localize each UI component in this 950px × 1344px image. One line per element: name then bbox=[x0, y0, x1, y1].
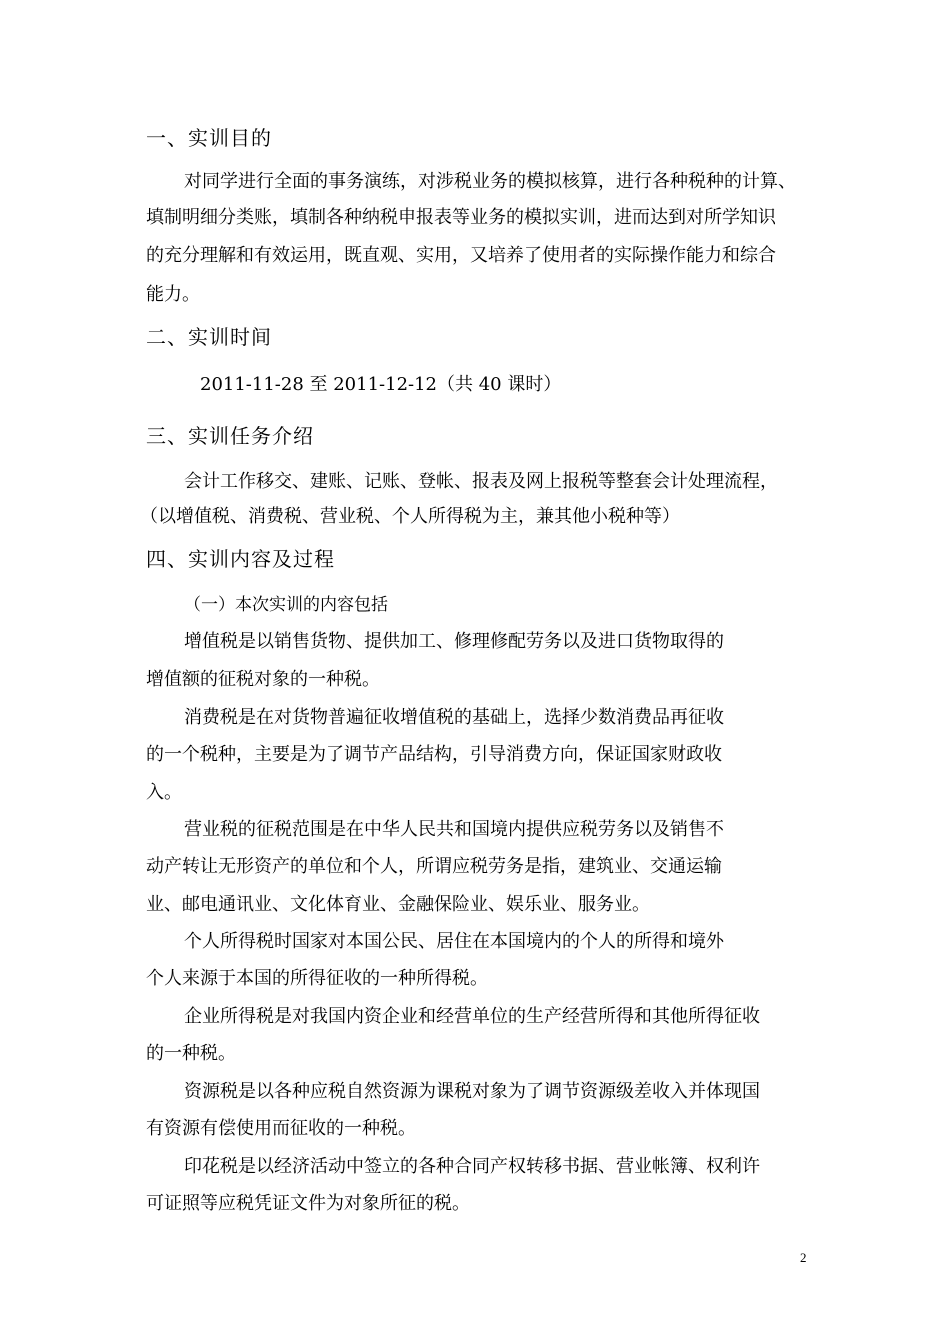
page-number: 2 bbox=[800, 1250, 807, 1265]
paragraph-line: 业、邮电通讯业、文化体育业、金融保险业、娱乐业、服务业。 bbox=[146, 894, 650, 915]
paragraph-line: 对同学进行全面的事务演练，对涉税业务的模拟核算，进行各种税种的计算、 bbox=[184, 171, 796, 192]
section-heading-1: 一、实训目的 bbox=[146, 126, 272, 150]
section-heading-4: 四、实训内容及过程 bbox=[146, 547, 335, 571]
paragraph-line: 动产转让无形资产的单位和个人，所谓应税劳务是指，建筑业、交通运输 bbox=[146, 856, 722, 877]
paragraph-line: 可证照等应税凭证文件为对象所征的税。 bbox=[146, 1193, 470, 1214]
training-time: 2011-11-28 至 2011-12-12（共 40 课时） bbox=[200, 374, 562, 395]
paragraph-line: 的充分理解和有效运用，既直观、实用，又培养了使用者的实际操作能力和综合 bbox=[146, 245, 776, 266]
section-heading-3: 三、实训任务介绍 bbox=[146, 424, 314, 448]
paragraph-line: 消费税是在对货物普遍征收增值税的基础上，选择少数消费品再征收 bbox=[184, 707, 724, 728]
section-heading-2: 二、实训时间 bbox=[146, 325, 272, 349]
paragraph-line: 的一种税。 bbox=[146, 1043, 236, 1064]
paragraph-line: 有资源有偿使用而征收的一种税。 bbox=[146, 1118, 416, 1139]
paragraph-line: 的一个税种，主要是为了调节产品结构，引导消费方向，保证国家财政收 bbox=[146, 744, 722, 765]
paragraph-line: （以增值税、消费税、营业税、个人所得税为主，兼其他小税种等） bbox=[140, 506, 680, 527]
paragraph-line: 增值税是以销售货物、提供加工、修理修配劳务以及进口货物取得的 bbox=[184, 631, 724, 652]
paragraph-line: 营业税的征税范围是在中华人民共和国境内提供应税劳务以及销售不 bbox=[184, 819, 724, 840]
paragraph-line: 资源税是以各种应税自然资源为课税对象为了调节资源级差收入并体现国 bbox=[184, 1081, 760, 1102]
paragraph-line: 入。 bbox=[146, 782, 182, 803]
paragraph-line: 个人来源于本国的所得征收的一种所得税。 bbox=[146, 968, 488, 989]
paragraph-line: 企业所得税是对我国内资企业和经营单位的生产经营所得和其他所得征收 bbox=[184, 1006, 760, 1027]
paragraph-line: 个人所得税时国家对本国公民、居住在本国境内的个人的所得和境外 bbox=[184, 931, 724, 952]
paragraph-line: 会计工作移交、建账、记账、登帐、报表及网上报税等整套会计处理流程， bbox=[184, 471, 778, 492]
paragraph-line: 印花税是以经济活动中签立的各种合同产权转移书据、营业帐簿、权利许 bbox=[184, 1156, 760, 1177]
paragraph-line: 填制明细分类账，填制各种纳税申报表等业务的模拟实训，进而达到对所学知识 bbox=[146, 207, 776, 228]
paragraph-line: 增值额的征税对象的一种税。 bbox=[146, 669, 380, 690]
paragraph-line: 能力。 bbox=[146, 284, 200, 305]
subsection-heading: （一）本次实训的内容包括 bbox=[184, 595, 388, 615]
